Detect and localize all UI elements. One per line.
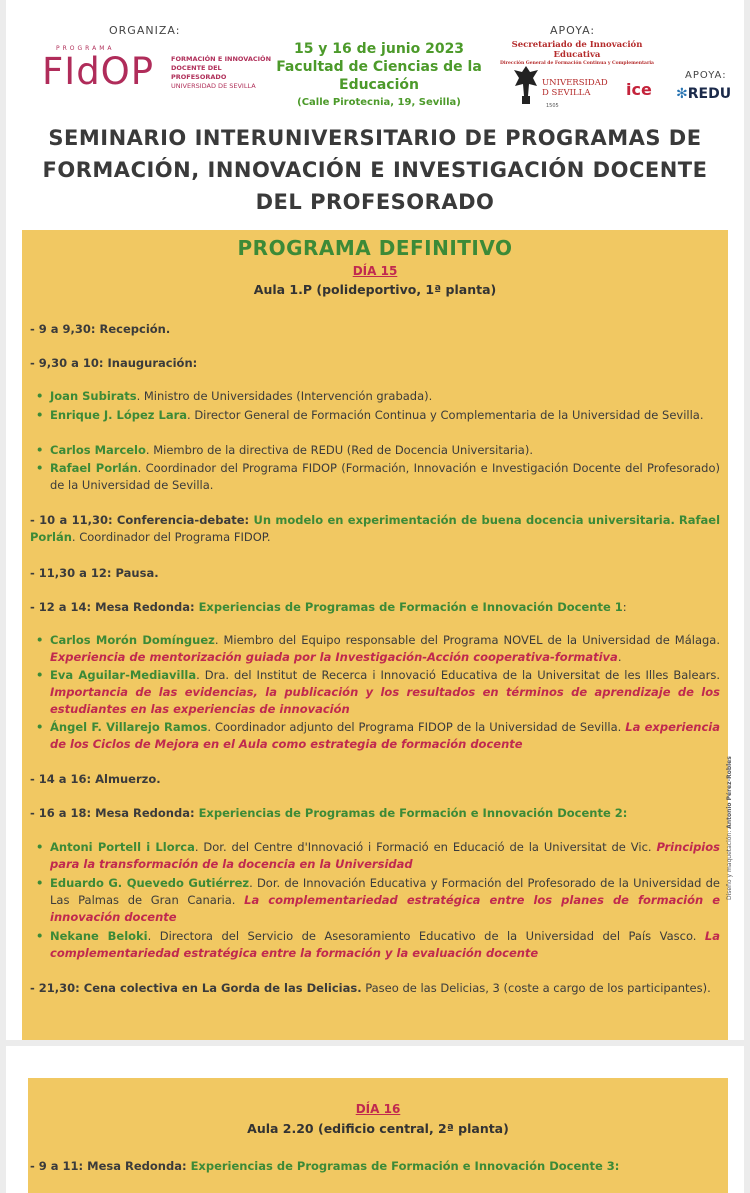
seminar-title-line-2: FORMACIÓN, INNOVACIÓN E INVESTIGACIÓN DOCENTE <box>42 158 708 182</box>
day-2-label: DÍA 16 <box>355 1102 401 1116</box>
conf-time: - 10 a 11,30: Conferencia-debate: <box>30 513 254 527</box>
speaker-name: Joan Subirats <box>50 389 137 403</box>
speaker-name: Eva Aguilar-Mediavilla <box>50 668 197 682</box>
speaker-role: . Ministro de Universidades (Intervención grabada). <box>136 389 433 403</box>
program-panel-day-2 <box>28 1078 728 1193</box>
secretariado-name: Secretariado de Innovación Educativa <box>511 40 643 60</box>
speaker-role: . Miembro de la directiva de REDU (Red de Docencia Universitaria). <box>145 443 533 457</box>
talk-title: La complementariedad estratégica entre los planes de formación e innovación docente <box>50 893 721 924</box>
universidad-line-1: UNIVERSIDAD <box>542 78 608 88</box>
talk-title: Importancia de las evidencias, la publicación y los resultados en términos de aprendizaje de los estudiantes en las experiencias de innovación <box>50 685 720 716</box>
cena-text: Paseo de las Delicias, 3 (coste a cargo de los participantes). <box>361 981 711 995</box>
item-cena <box>30 980 720 997</box>
fidop-sub-3: UNIVERSIDAD DE SEVILLA <box>171 82 256 90</box>
talk-title: Principios para la transformación de la docencia en la Universidad <box>50 840 720 871</box>
conf-speaker: Rafael Porlán <box>30 513 721 544</box>
universidad-year: 1505 <box>546 103 559 109</box>
item-mesa-2 <box>30 805 720 822</box>
venue-line-1: Facultad de Ciencias de la <box>276 59 482 75</box>
university-seal-icon <box>511 62 541 106</box>
item-recepcion: - 9 a 9,30: Recepción. <box>30 322 171 336</box>
item-mesa-3 <box>30 1158 720 1175</box>
speaker-name: Eduardo G. Quevedo Gutiérrez <box>50 876 250 890</box>
speaker-name: Enrique J. López Lara <box>50 408 188 422</box>
talk-title: La complementariedad estratégica entre la formación y la evaluación docente <box>50 929 720 960</box>
inaug-item: • Enrique J. López Lara. Director General de Formación Continua y Complementaria de la Universidad de Sevilla. <box>36 408 704 422</box>
event-info <box>268 40 490 110</box>
mesa-1-time: - 12 a 14: Mesa Redonda: <box>30 600 199 614</box>
mesa-1-item: • Eva Aguilar-Mediavilla. Dra. del Institut de Recerca i Innovació Educativa de la Universitat de les Illes Balears. Importancia de las evidencias, la publicación y los resultados en términos de aprendizaje de los estudiantes en las experiencias de innovación <box>36 668 720 716</box>
ice-logo: ice <box>626 80 652 99</box>
seminar-title <box>6 122 744 218</box>
fidop-logo: FIdOP <box>42 50 155 93</box>
speaker-name: Ángel F. Villarejo Ramos <box>50 720 208 734</box>
fidop-sub-2: DOCENTE DEL PROFESORADO <box>171 64 227 81</box>
speaker-name: Carlos Morón Domínguez <box>50 633 215 647</box>
inaug-item: • Rafael Porlán. Coordinador del Programa FIDOP (Formación, Innovación e Investigación Docente del Profesorado) de la Universidad de Sevilla. <box>36 461 720 492</box>
program-title: PROGRAMA DEFINITIVO <box>237 236 513 260</box>
day-1-room: Aula 1.P (polideportivo, 1ª planta) <box>253 282 497 297</box>
apoya-label-2: APOYA: <box>685 70 727 81</box>
mesa-3-title: Experiencias de Programas de Formación e Innovación Docente 3: <box>190 1159 620 1173</box>
talk-end: . <box>617 650 622 664</box>
inaug-item: • Joan Subirats. Ministro de Universidades (Intervención grabada). <box>36 389 433 403</box>
program-panel-day-1 <box>22 230 728 1040</box>
conf-speaker-role: . Coordinador del Programa FIDOP. <box>71 530 271 544</box>
secretariado-sub: Dirección General de Formación Continua y Complementaria <box>500 61 654 66</box>
cena-time: - 21,30: Cena colectiva en La Gorda de las Delicias. <box>30 981 362 995</box>
redu-logo <box>676 86 731 102</box>
venue-line-2: Educación <box>339 77 419 93</box>
apoya-label-1: APOYA: <box>550 24 596 37</box>
credit-label: Diseño y maquetación: <box>726 828 733 900</box>
inaug-item: • Carlos Marcelo. Miembro de la directiva de REDU (Red de Docencia Universitaria). <box>36 443 533 457</box>
mesa-2-time: - 16 a 18: Mesa Redonda: <box>30 806 199 820</box>
speaker-name: Rafael Porlán <box>50 461 138 475</box>
fidop-sub-1: FORMACIÓN E INNOVACIÓN <box>171 55 272 63</box>
redu-name: REDU <box>687 86 732 102</box>
event-dates: 15 y 16 de junio 2023 <box>293 41 465 57</box>
organiza-label: ORGANIZA: <box>109 24 181 37</box>
speaker-role: . Coordinador adjunto del Programa FIDOP de la Universidad de Sevilla. <box>207 720 626 734</box>
day-2-room: Aula 2.20 (edificio central, 2ª planta) <box>247 1121 509 1136</box>
seminar-title-line-1: SEMINARIO INTERUNIVERSITARIO DE PROGRAMAS DE <box>48 126 702 150</box>
venue-address: (Calle Pirotecnia, 19, Sevilla) <box>297 97 461 108</box>
mesa-2-item: • Nekane Beloki. Directora del Servicio de Asesoramiento Educativo de la Universidad del País Vasco. La complementariedad estratégica entre la formación y la evaluación docente <box>36 929 720 960</box>
speaker-role: . Coordinador del Programa FIDOP (Formación, Innovación e Investigación Docente del Profesorado) de la Universidad de Sevilla. <box>50 461 720 492</box>
speaker-role: . Dor. del Centre d'Innovació i Formació en Educació de la Universitat de Vic. <box>194 840 657 854</box>
speaker-role: . Dra. del Institut de Recerca i Innovació Educativa de la Universitat de les Illes Balears. <box>196 668 720 682</box>
universidad-name <box>542 78 608 98</box>
fidop-small-label: PROGRAMA <box>56 45 115 52</box>
speaker-role: . Directora del Servicio de Asesoramiento Educativo de la Universidad del País Vasco. <box>147 929 705 943</box>
mesa-2-item: • Antoni Portell i Llorca. Dor. del Centre d'Innovació i Formació en Educació de la Universitat de Vic. Principios para la transformación de la docencia en la Universidad <box>36 840 720 871</box>
seminar-title-line-3: DEL PROFESORADO <box>255 190 495 214</box>
item-mesa-1 <box>30 599 720 616</box>
speaker-name: Nekane Beloki <box>50 929 148 943</box>
item-conferencia <box>30 512 720 546</box>
credit-name: Antonio Pérez-Robles <box>726 756 733 829</box>
conf-title: Un modelo en experimentación de buena docencia universitaria. <box>253 513 675 527</box>
mesa-2-title: Experiencias de Programas de Formación e Innovación Docente 2: <box>198 806 628 820</box>
talk-title: La experiencia de los Ciclos de Mejora en el Aula como estrategia de formación docente <box>50 720 720 751</box>
speaker-name: Carlos Marcelo <box>50 443 146 457</box>
mesa-1-item: • Carlos Morón Domínguez. Miembro del Equipo responsable del Programa NOVEL de la Universidad de Málaga. Experiencia de mentorización guiada por la Investigación-Acción cooperativa-formativa. <box>36 633 721 664</box>
mesa-1-title: Experiencias de Programas de Formación e Innovación Docente 1 <box>198 600 623 614</box>
day-1-label: DÍA 15 <box>352 264 398 278</box>
item-almuerzo: - 14 a 16: Almuerzo. <box>30 772 161 786</box>
mesa-1-colon: : <box>622 600 627 614</box>
speaker-role: . Dor. de Innovación Educativa y Formación del Profesorado de la Universidad de Las Palmas de Gran Canaria. <box>50 876 720 907</box>
design-credit <box>726 756 733 900</box>
mesa-2-item: • Eduardo G. Quevedo Gutiérrez. Dor. de Innovación Educativa y Formación del Profesorado de la Universidad de Las Palmas de Gran Canaria. La complementariedad estratégica entre los planes de formación e innovación docente <box>36 876 721 924</box>
speaker-name: Antoni Portell i Llorca <box>50 840 195 854</box>
redu-star-icon: ✻ <box>676 86 688 102</box>
talk-title: Experiencia de mentorización guiada por la Investigación-Acción cooperativa-formativa <box>50 650 618 664</box>
mesa-1-item: • Ángel F. Villarejo Ramos. Coordinador adjunto del Programa FIDOP de la Universidad de Sevilla. La experiencia de los Ciclos de Mejora en el Aula como estrategia de formación docente <box>36 720 720 751</box>
mesa-3-time: - 9 a 11: Mesa Redonda: <box>30 1159 191 1173</box>
item-pausa: - 11,30 a 12: Pausa. <box>30 566 159 580</box>
universidad-line-2: D SEVILLA <box>542 88 591 98</box>
speaker-role: . Miembro del Equipo responsable del Programa NOVEL de la Universidad de Málaga. <box>214 633 721 647</box>
item-inauguracion: - 9,30 a 10: Inauguración: <box>30 356 198 370</box>
fidop-subtitle <box>171 55 271 91</box>
speaker-role: . Director General de Formación Continua y Complementaria de la Universidad de Sevilla. <box>187 408 704 422</box>
